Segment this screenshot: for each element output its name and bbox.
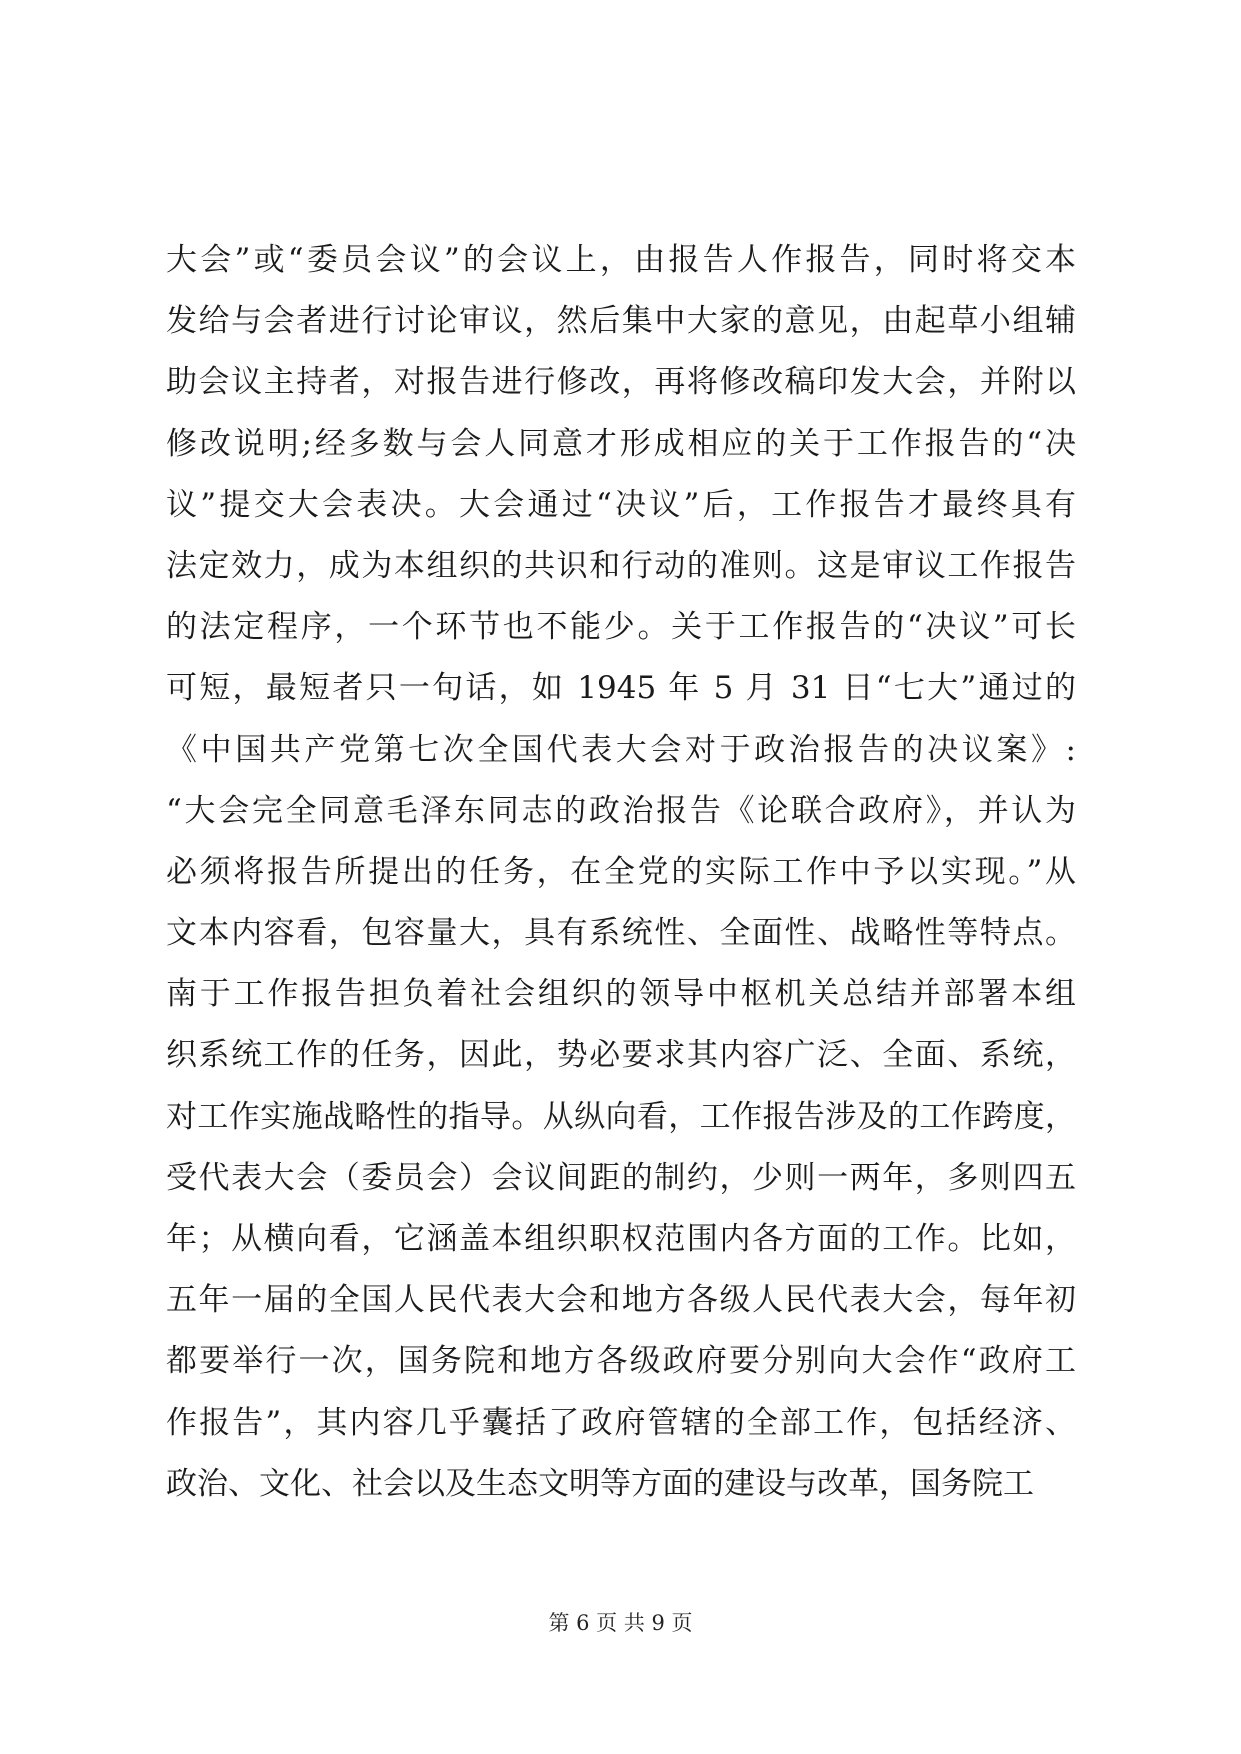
text-line: 五年一届的全国人民代表大会和地方各级人民代表大会，每年初	[166, 1282, 1076, 1319]
text-line: 南于工作报告担负着社会组织的领导中枢机关总结并部署本组	[166, 976, 1076, 1013]
text-line: 《中国共产党第七次全国代表大会对于政治报告的决议案》:	[166, 731, 1076, 768]
text-line: 可短，最短者只一句话，如 1945 年 5 月 31 日“七大”通过的	[166, 670, 1076, 707]
text-line: 对工作实施战略性的指导。从纵向看，工作报告涉及的工作跨度，	[166, 1098, 1076, 1135]
text-line: 必须将报告所提出的任务，在全党的实际工作中予以实现。”从	[166, 853, 1076, 890]
text-line: 修改说明;经多数与会人同意才形成相应的关于工作报告的“决	[166, 425, 1076, 462]
text-line: 作报告”，其内容几乎囊括了政府管辖的全部工作，包括经济、	[166, 1404, 1076, 1441]
text-line: 大会”或“委员会议”的会议上，由报告人作报告，同时将交本	[166, 242, 1076, 278]
text-line: 受代表大会（委员会）会议间距的制约，少则一两年，多则四五	[166, 1159, 1076, 1196]
text-line: 发给与会者进行讨论审议，然后集中大家的意见，由起草小组辅	[166, 303, 1076, 340]
text-line: 议”提交大会表决。大会通过“决议”后，工作报告才最终具有	[166, 486, 1076, 523]
page-number-footer: 第 6 页 共 9 页	[548, 1611, 693, 1635]
text-line: 年；从横向看，它涵盖本组织职权范围内各方面的工作。比如，	[166, 1221, 1076, 1257]
text-line: 织系统工作的任务，因此，势必要求其内容广泛、全面、系统，	[166, 1037, 1076, 1074]
text-line: 助会议主持者，对报告进行修改，再将修改稿印发大会，并附以	[166, 364, 1076, 401]
text-line: 法定效力，成为本组织的共识和行动的准则。这是审议工作报告	[166, 547, 1076, 584]
text-line: 政治、文化、社会以及生态文明等方面的建设与改革，国务院工	[166, 1465, 1034, 1502]
text-line: 的法定程序，一个环节也不能少。关于工作报告的“决议”可长	[166, 609, 1076, 646]
text-line: “大会完全同意毛泽东同志的政治报告《论联合政府》，并认为	[166, 792, 1076, 829]
body-text	[166, 230, 1076, 1515]
text-line: 文本内容看，包容量大，具有系统性、全面性、战略性等特点。	[166, 915, 1076, 952]
text-line: 都要举行一次，国务院和地方各级政府要分别向大会作“政府工	[166, 1343, 1076, 1380]
